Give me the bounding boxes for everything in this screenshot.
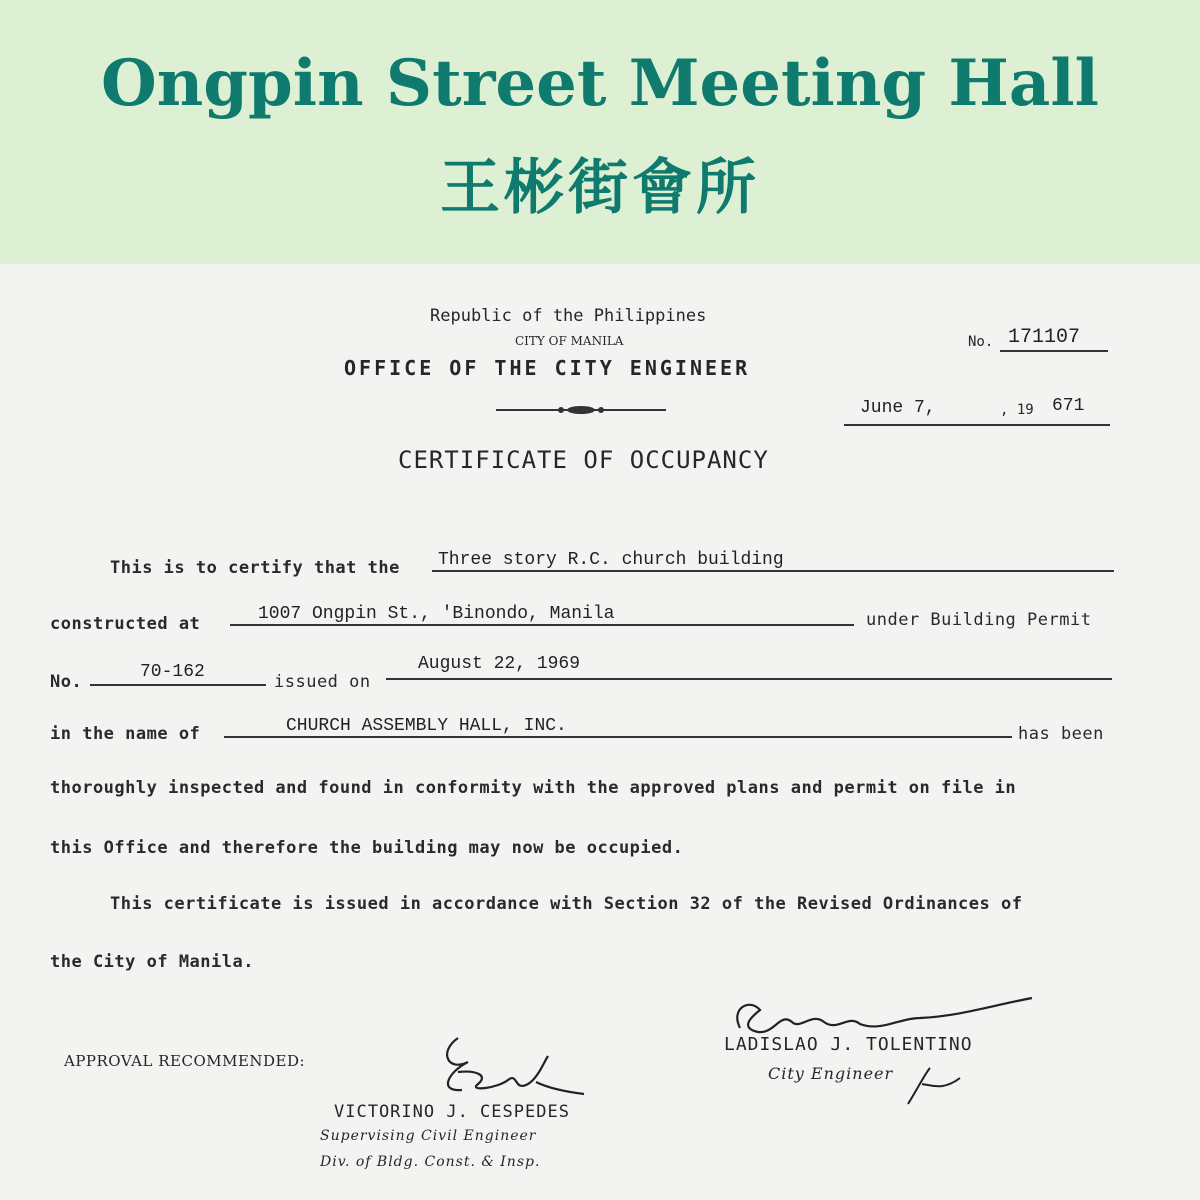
supervising-engineer-signature xyxy=(418,1032,588,1112)
line2-underline xyxy=(230,624,854,626)
issue-date-year-prefix: , 19 xyxy=(1000,402,1034,418)
line2-suffix: under Building Permit xyxy=(866,610,1092,630)
date-underline xyxy=(844,424,1110,426)
body-line8: the City of Manila. xyxy=(50,952,254,972)
page-title-chinese: 王彬街會所 xyxy=(440,153,760,223)
line2-label: constructed at xyxy=(50,614,201,634)
building-address: 1007 Ongpin St., 'Binondo, Manila xyxy=(258,604,615,624)
supervising-engineer-division: Div. of Bldg. Const. & Insp. xyxy=(320,1154,541,1170)
city-engineer-name: LADISLAO J. TOLENTINO xyxy=(724,1034,973,1055)
line3-mid: issued on xyxy=(274,672,371,692)
body-line6: this Office and therefore the building may now be occupied. xyxy=(50,838,684,858)
initials-mark xyxy=(904,1064,964,1108)
certificate-title: CERTIFICATE OF OCCUPANCY xyxy=(398,446,769,474)
line1-label: This is to certify that the xyxy=(110,558,400,578)
body-line7: This certificate is issued in accordance with Section 32 of the Revised Ordinances of xyxy=(110,894,1023,914)
line4-label: in the name of xyxy=(50,724,201,744)
office-line: OFFICE OF THE CITY ENGINEER xyxy=(344,356,751,380)
city-line: CITY OF MANILA xyxy=(515,334,624,348)
number-underline xyxy=(1000,350,1108,352)
permit-issue-date: August 22, 1969 xyxy=(418,654,581,674)
issue-date-year: 671 xyxy=(1052,396,1085,416)
header-banner xyxy=(0,0,1200,264)
body-line5: thoroughly inspected and found in conformity with the approved plans and permit on file in xyxy=(50,778,1017,798)
city-engineer-title: City Engineer xyxy=(768,1064,894,1083)
supervising-engineer-title: Supervising Civil Engineer xyxy=(320,1128,537,1144)
line3-label: No. xyxy=(50,672,83,692)
number-label: No. xyxy=(968,334,994,350)
republic-line: Republic of the Philippines xyxy=(430,306,707,326)
certificate-number: 171107 xyxy=(1008,326,1081,349)
owner-name: CHURCH ASSEMBLY HALL, INC. xyxy=(286,716,567,736)
line3-underline xyxy=(90,684,266,686)
building-description: Three story R.C. church building xyxy=(438,550,784,570)
ornament-divider xyxy=(496,402,666,418)
approval-recommended-label: APPROVAL RECOMMENDED: xyxy=(64,1052,306,1070)
line4-underline xyxy=(224,736,1012,738)
certificate-document xyxy=(0,264,1200,1200)
building-permit-number: 70-162 xyxy=(140,662,205,682)
supervising-engineer-name: VICTORINO J. CESPEDES xyxy=(334,1102,570,1122)
issue-date-day: June 7, xyxy=(860,398,936,418)
line4-suffix: has been xyxy=(1018,724,1104,744)
line3-date-underline xyxy=(386,678,1112,680)
page-title: Ongpin Street Meeting Hall xyxy=(101,46,1099,121)
line1-underline xyxy=(432,570,1114,572)
